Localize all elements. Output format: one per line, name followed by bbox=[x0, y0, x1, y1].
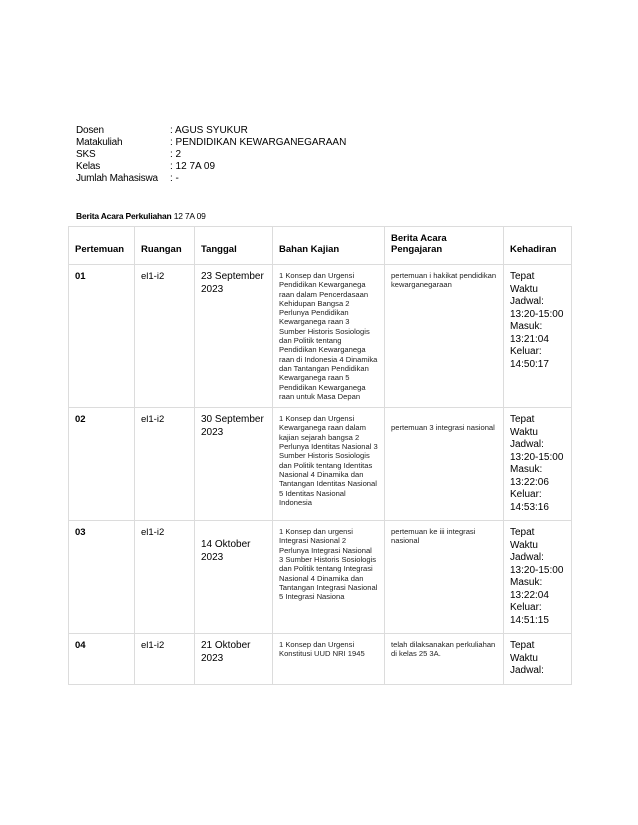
header-ruangan: Ruangan bbox=[135, 227, 195, 265]
table-row bbox=[69, 408, 572, 521]
cell-kehadiran: Tepat Waktu Jadwal: 13:20-15:00 Masuk: 13:22:04 Keluar: 14:51:15 bbox=[504, 521, 572, 634]
jumlah-value: : - bbox=[170, 173, 179, 184]
info-row-kelas bbox=[76, 161, 346, 173]
cell-pertemuan: 02 bbox=[69, 408, 135, 521]
cell-berita-acara: pertemuan 3 integrasi nasional bbox=[385, 408, 504, 521]
matakuliah-label: Matakuliah bbox=[76, 137, 123, 148]
section-title bbox=[76, 211, 206, 221]
cell-pertemuan: 01 bbox=[69, 265, 135, 408]
cell-ruangan: el1-i2 bbox=[135, 265, 195, 408]
jumlah-label: Jumlah Mahasiswa bbox=[76, 173, 158, 184]
cell-ruangan: el1-i2 bbox=[135, 521, 195, 634]
kelas-label: Kelas bbox=[76, 161, 101, 172]
table-row bbox=[69, 265, 572, 408]
cell-ruangan: el1-i2 bbox=[135, 408, 195, 521]
cell-ruangan: el1-i2 bbox=[135, 634, 195, 685]
kelas-value: : 12 7A 09 bbox=[170, 161, 216, 172]
sks-label: SKS bbox=[76, 149, 96, 160]
cell-berita-acara: pertemuan ke iii integrasi nasional bbox=[385, 521, 504, 634]
header-bahan-kajian: Bahan Kajian bbox=[273, 227, 385, 265]
cell-kehadiran: Tepat Waktu Jadwal: bbox=[504, 634, 572, 685]
cell-pertemuan: 04 bbox=[69, 634, 135, 685]
course-info bbox=[76, 125, 346, 185]
cell-kehadiran: Tepat Waktu Jadwal: 13:20-15:00 Masuk: 13:22:06 Keluar: 14:53:16 bbox=[504, 408, 572, 521]
table-row bbox=[69, 634, 572, 685]
cell-kehadiran: Tepat Waktu Jadwal: 13:20-15:00 Masuk: 13:21:04 Keluar: 14:50:17 bbox=[504, 265, 572, 408]
header-tanggal: Tanggal bbox=[195, 227, 273, 265]
sks-value: : 2 bbox=[170, 149, 182, 160]
info-row-sks bbox=[76, 149, 346, 161]
berita-acara-table bbox=[68, 226, 572, 685]
table-row bbox=[69, 521, 572, 634]
cell-bahan-kajian: 1 Konsep dan urgensi Integrasi Nasional 2 Perlunya Integrasi Nasional 3 Sumber Historis Sosiologis dan Politik tentang Integrasi Nasional 4 Dinamika dan Tantangan Integrasi Nasional 5 Integrasi Nasiona bbox=[273, 521, 385, 634]
cell-tanggal: 21 Oktober 2023 bbox=[195, 634, 273, 685]
section-title-label: Berita Acara Perkuliahan bbox=[76, 211, 172, 221]
cell-tanggal: 23 September 2023 bbox=[195, 265, 273, 408]
cell-bahan-kajian: 1 Konsep dan Urgensi Pendidikan Kewarganega raan dalam Pencerdasaan Kehidupan Bangsa 2 Perlunya Pendidikan Kewarganega raan 3 Sumber Historis Sosiologis dan Politik tentang Pendidikan Kewarganega raan di Indonesia 4 Dinamika dan Tantangan Pendidikan Kewarganega raan 5 Pendidikan Kewarganega raan untuk Masa Depan bbox=[273, 265, 385, 408]
cell-tanggal: 30 September 2023 bbox=[195, 408, 273, 521]
cell-bahan-kajian: 1 Konsep dan Urgensi Kewarganega raan dalam kajian sejarah bangsa 2 Perlunya Identitas Nasional 3 Sumber Historis Sosiologis dan Politik tentang Identitas Nasional 4 Dinamika dan Tantangan Identitas Nasional 5 Identitas Nasional Indonesia bbox=[273, 408, 385, 521]
matakuliah-value: : PENDIDIKAN KEWARGANEGARAAN bbox=[170, 137, 347, 148]
cell-bahan-kajian: 1 Konsep dan Urgensi Konstitusi UUD NRI 1945 bbox=[273, 634, 385, 685]
cell-tanggal: 14 Oktober 2023 bbox=[195, 521, 273, 634]
header-kehadiran: Kehadiran bbox=[504, 227, 572, 265]
cell-berita-acara: pertemuan i hakikat pendidikan kewarganegaraan bbox=[385, 265, 504, 408]
info-row-matakuliah bbox=[76, 137, 346, 149]
header-berita-acara: Berita Acara Pengajaran bbox=[385, 227, 504, 265]
cell-berita-acara: telah dilaksanakan perkuliahan di kelas 25 3A. bbox=[385, 634, 504, 685]
cell-pertemuan: 03 bbox=[69, 521, 135, 634]
dosen-label: Dosen bbox=[76, 125, 104, 136]
section-title-class: 12 7A 09 bbox=[173, 211, 206, 221]
info-row-dosen bbox=[76, 125, 346, 137]
dosen-value: : AGUS SYUKUR bbox=[170, 125, 248, 136]
table-header-row bbox=[69, 227, 572, 265]
header-pertemuan: Pertemuan bbox=[69, 227, 135, 265]
info-row-jumlah bbox=[76, 173, 346, 185]
